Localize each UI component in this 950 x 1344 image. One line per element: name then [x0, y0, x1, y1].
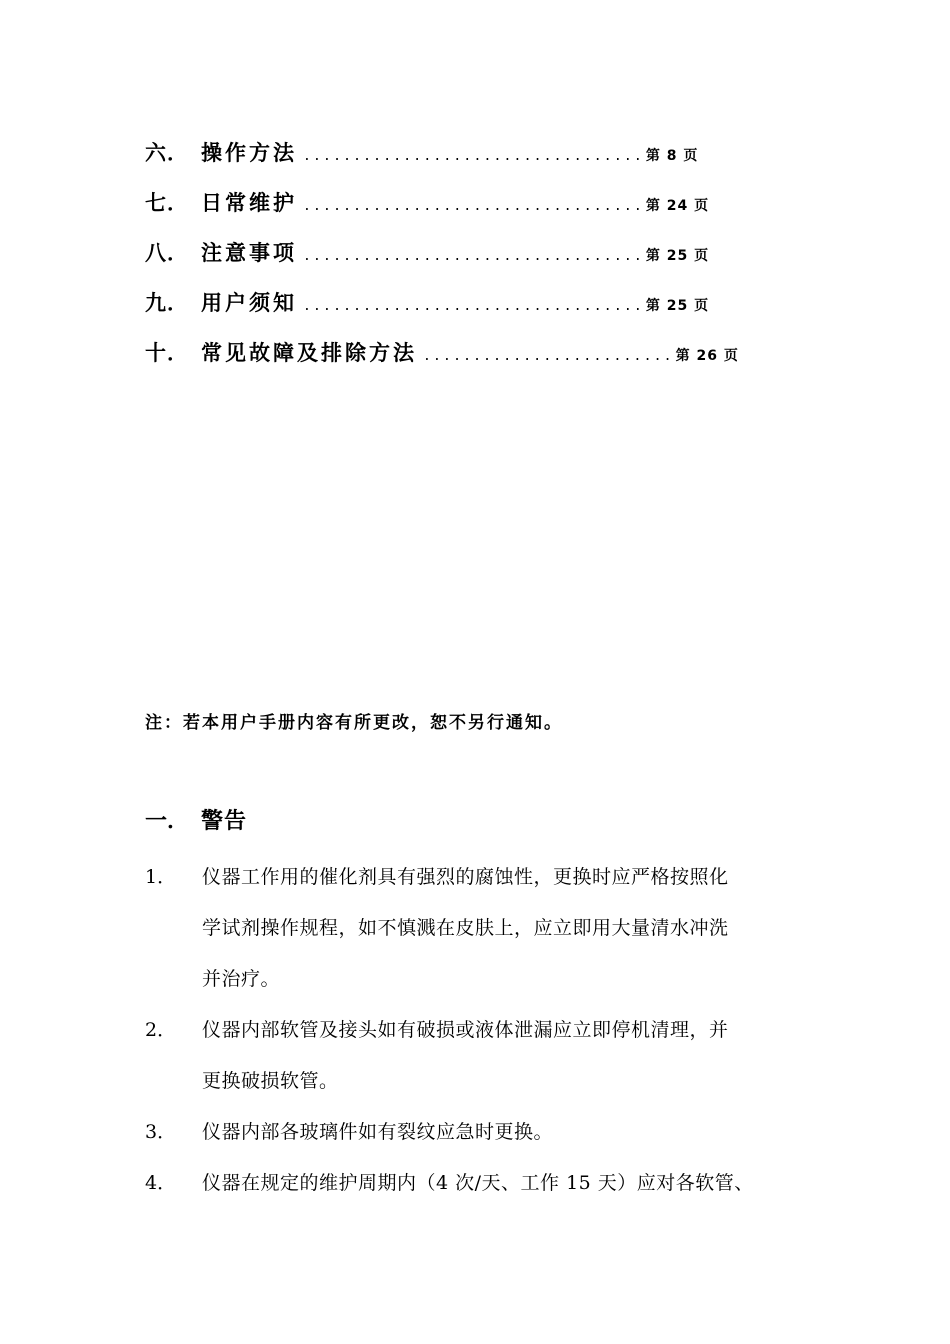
toc-entry-page: 第 24 页: [645, 198, 710, 214]
toc-dot-leader: .........................: [423, 349, 674, 364]
list-item-number: 1．: [145, 866, 177, 888]
toc-entry-number: 七．: [145, 191, 189, 215]
notice-text: 注：若本用户手册内容有所更改，恕不另行通知。: [145, 713, 563, 733]
list-item: [145, 1107, 835, 1158]
toc-entry-title: 日常维护: [201, 191, 297, 215]
toc-entry: [145, 234, 805, 284]
list-item-text: [202, 1107, 835, 1158]
text-line: 更换破损软管。: [202, 1070, 339, 1092]
toc-entry: [145, 184, 805, 234]
warning-list: [145, 852, 835, 1209]
toc-entry-title: 操作方法: [201, 141, 297, 165]
list-item: [145, 852, 835, 1005]
toc-entry: [145, 134, 805, 184]
text-line: 学试剂操作规程，如不慎溅在皮肤上，应立即用大量清水冲洗: [202, 917, 729, 939]
toc-dot-leader: ..................................: [303, 199, 644, 214]
list-item-text: [202, 852, 835, 1005]
toc-dot-leader: ..................................: [303, 299, 644, 314]
section-heading: [145, 804, 247, 835]
text-line: 仪器内部各玻璃件如有裂纹应急时更换。: [202, 1121, 554, 1143]
list-item: [145, 1158, 835, 1209]
toc-entry-title: 用户须知: [201, 291, 297, 315]
list-item-text: [202, 1158, 835, 1209]
toc-entry-number: 九．: [145, 291, 189, 315]
toc-entry-page: 第 8 页: [645, 148, 699, 164]
table-of-contents: [145, 134, 805, 384]
toc-dot-leader: ..................................: [303, 149, 644, 164]
toc-entry-page: 第 26 页: [675, 348, 739, 364]
toc-entry-page: 第 25 页: [645, 298, 710, 314]
list-item-number: 2．: [145, 1019, 177, 1041]
toc-entry-number: 六．: [145, 141, 189, 165]
toc-entry: [145, 334, 805, 384]
list-item: [145, 1005, 835, 1107]
toc-dot-leader: ..................................: [303, 249, 644, 264]
toc-entry-number: 八．: [145, 241, 189, 265]
list-item-number: 3．: [145, 1121, 177, 1143]
text-line: 并治疗。: [202, 968, 281, 990]
toc-entry-title: 注意事项: [201, 241, 297, 265]
toc-entry-title: 常见故障及排除方法: [201, 341, 417, 365]
toc-entry-page: 第 25 页: [645, 248, 710, 264]
toc-entry: [145, 284, 805, 334]
toc-entry-number: 十．: [145, 341, 189, 365]
list-item-number: 4．: [145, 1172, 177, 1194]
text-line: 仪器工作用的催化剂具有强烈的腐蚀性，更换时应严格按照化: [202, 866, 729, 888]
section-number: 一．: [145, 809, 190, 834]
text-line: 仪器在规定的维护周期内（4 次/天、工作 15 天）应对各软管、: [202, 1172, 754, 1194]
text-line: 仪器内部软管及接头如有破损或液体泄漏应立即停机清理，并: [202, 1019, 729, 1041]
section-title: 警告: [201, 809, 248, 834]
list-item-text: [202, 1005, 835, 1107]
